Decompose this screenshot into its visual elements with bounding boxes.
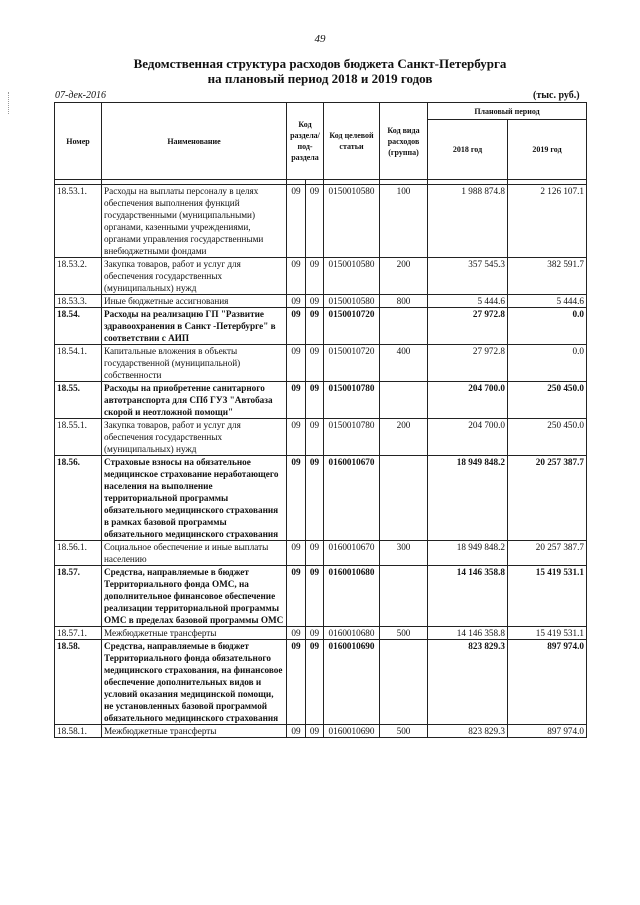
row-name: Страховые взносы на обязательное медицинское страхование неработающего населения на выполнение территориальной программы обязательного медицинского страхования в рамках базовой программы обязательного медицинского страхования	[102, 456, 287, 541]
expense-type-code	[380, 640, 428, 725]
target-code: 0160010690	[324, 640, 380, 725]
row-name: Средства, направляемые в бюджет Территориального фонда ОМС, на дополнительное финансовое обеспечение реализации территориальной программы ОМС в пределах базовой программы ОМС	[102, 566, 287, 627]
row-name: Социальное обеспечение и иные выплаты населению	[102, 541, 287, 566]
table-row	[55, 185, 587, 258]
row-name: Межбюджетные трансферты	[102, 627, 287, 640]
table-row	[55, 345, 587, 382]
subsection-code: 09	[306, 419, 324, 456]
expense-type-code: 300	[380, 541, 428, 566]
expense-type-code: 200	[380, 258, 428, 295]
header-plan-period: Плановый период	[428, 103, 587, 120]
subsection-code: 09	[306, 295, 324, 308]
row-number: 18.53.1.	[55, 185, 102, 258]
units-label: (тыс. руб.)	[533, 90, 580, 101]
amount-2018: 1 988 874.8	[428, 185, 508, 258]
amount-2018: 5 444.6	[428, 295, 508, 308]
table-row	[55, 456, 587, 541]
section-code: 09	[287, 627, 306, 640]
row-number: 18.58.	[55, 640, 102, 725]
section-code: 09	[287, 345, 306, 382]
expense-type-code: 500	[380, 725, 428, 738]
amount-2019: 250 450.0	[508, 419, 587, 456]
subsection-code: 09	[306, 345, 324, 382]
page-number: 49	[314, 33, 326, 45]
row-name: Иные бюджетные ассигнования	[102, 295, 287, 308]
header-target-code: Код целевой статьи	[324, 103, 380, 180]
subsection-code: 09	[306, 382, 324, 419]
section-code: 09	[287, 566, 306, 627]
row-number: 18.53.2.	[55, 258, 102, 295]
header-section-code: Код раздела/ под- раздела	[287, 103, 324, 180]
expense-type-code: 100	[380, 185, 428, 258]
amount-2018: 18 949 848.2	[428, 456, 508, 541]
subsection-code: 09	[306, 566, 324, 627]
amount-2018: 823 829.3	[428, 640, 508, 725]
row-name: Закупка товаров, работ и услуг для обеспечения государственных (муниципальных) нужд	[102, 258, 287, 295]
table-row	[55, 725, 587, 738]
table-row	[55, 295, 587, 308]
section-code: 09	[287, 541, 306, 566]
amount-2019: 5 444.6	[508, 295, 587, 308]
row-number: 18.53.3.	[55, 295, 102, 308]
amount-2018: 823 829.3	[428, 725, 508, 738]
target-code: 0150010580	[324, 258, 380, 295]
margin-marks	[8, 92, 10, 114]
expense-type-code	[380, 566, 428, 627]
section-code: 09	[287, 185, 306, 258]
header-year-2018: 2018 год	[428, 120, 508, 180]
document-date: 07-дек-2016	[55, 90, 106, 101]
amount-2018: 204 700.0	[428, 382, 508, 419]
row-number: 18.55.	[55, 382, 102, 419]
amount-2019: 15 419 531.1	[508, 627, 587, 640]
table-row	[55, 382, 587, 419]
target-code: 0160010670	[324, 456, 380, 541]
row-number: 18.58.1.	[55, 725, 102, 738]
expense-type-code	[380, 456, 428, 541]
subsection-code: 09	[306, 640, 324, 725]
target-code: 0150010720	[324, 308, 380, 345]
section-code: 09	[287, 456, 306, 541]
target-code: 0150010720	[324, 345, 380, 382]
amount-2019: 897 974.0	[508, 640, 587, 725]
section-code: 09	[287, 725, 306, 738]
row-name: Расходы на реализацию ГП "Развитие здравоохранения в Санкт -Петербурге" в соответствии с АИП	[102, 308, 287, 345]
target-code: 0150010580	[324, 185, 380, 258]
header-expense-type-code: Код вида расходов (группа)	[380, 103, 428, 180]
table-row	[55, 419, 587, 456]
subsection-code: 09	[306, 456, 324, 541]
section-code: 09	[287, 258, 306, 295]
table-row	[55, 541, 587, 566]
row-name: Расходы на выплаты персоналу в целях обеспечения выполнения функций государственными (муниципальными) органами, казенными учреждениями, органами управления государственными внебюджетными фондами	[102, 185, 287, 258]
row-number: 18.56.1.	[55, 541, 102, 566]
row-name: Закупка товаров, работ и услуг для обеспечения государственных (муниципальных) нужд	[102, 419, 287, 456]
expense-type-code: 400	[380, 345, 428, 382]
subsection-code: 09	[306, 185, 324, 258]
amount-2019: 897 974.0	[508, 725, 587, 738]
section-code: 09	[287, 308, 306, 345]
row-name: Расходы на приобретение санитарного автотранспорта для СПб ГУЗ "Автобаза скорой и неотложной помощи"	[102, 382, 287, 419]
amount-2019: 15 419 531.1	[508, 566, 587, 627]
section-code: 09	[287, 419, 306, 456]
row-name: Межбюджетные трансферты	[102, 725, 287, 738]
header-number: Номер	[55, 103, 102, 180]
row-number: 18.57.1.	[55, 627, 102, 640]
target-code: 0160010680	[324, 566, 380, 627]
row-number: 18.55.1.	[55, 419, 102, 456]
table-row	[55, 566, 587, 627]
amount-2019: 20 257 387.7	[508, 541, 587, 566]
amount-2018: 27 972.8	[428, 308, 508, 345]
target-code: 0150010780	[324, 382, 380, 419]
header-name: Наименование	[102, 103, 287, 180]
expense-type-code	[380, 382, 428, 419]
subsection-code: 09	[306, 627, 324, 640]
row-name: Средства, направляемые в бюджет Территориального фонда обязательного медицинского страхования, на финансовое обеспечение дополнительных видов и условий оказания медицинской помощи, не установленных базовой программой обязательного медицинского страхования	[102, 640, 287, 725]
section-code: 09	[287, 295, 306, 308]
budget-table	[54, 102, 587, 738]
amount-2018: 14 146 358.8	[428, 627, 508, 640]
subsection-code: 09	[306, 308, 324, 345]
expense-type-code: 200	[380, 419, 428, 456]
row-number: 18.56.	[55, 456, 102, 541]
amount-2019: 0.0	[508, 308, 587, 345]
header-year-2019: 2019 год	[508, 120, 587, 180]
amount-2019: 20 257 387.7	[508, 456, 587, 541]
row-number: 18.54.	[55, 308, 102, 345]
target-code: 0160010680	[324, 627, 380, 640]
amount-2018: 18 949 848.2	[428, 541, 508, 566]
table-header	[55, 103, 587, 185]
table-row	[55, 308, 587, 345]
amount-2019: 382 591.7	[508, 258, 587, 295]
expense-type-code	[380, 308, 428, 345]
title-line-2: на плановый период 2018 и 2019 годов	[207, 71, 433, 86]
amount-2018: 14 146 358.8	[428, 566, 508, 627]
document-title	[0, 56, 640, 86]
amount-2018: 27 972.8	[428, 345, 508, 382]
row-name: Капитальные вложения в объекты государственной (муниципальной) собственности	[102, 345, 287, 382]
row-number: 18.54.1.	[55, 345, 102, 382]
expense-type-code: 500	[380, 627, 428, 640]
amount-2019: 250 450.0	[508, 382, 587, 419]
subsection-code: 09	[306, 258, 324, 295]
target-code: 0160010690	[324, 725, 380, 738]
title-line-1: Ведомственная структура расходов бюджета Санкт-Петербурга	[133, 56, 507, 71]
target-code: 0150010580	[324, 295, 380, 308]
amount-2019: 0.0	[508, 345, 587, 382]
amount-2019: 2 126 107.1	[508, 185, 587, 258]
table-body	[55, 185, 587, 738]
amount-2018: 357 545.3	[428, 258, 508, 295]
target-code: 0160010670	[324, 541, 380, 566]
row-number: 18.57.	[55, 566, 102, 627]
table-row	[55, 640, 587, 725]
table-row	[55, 627, 587, 640]
subsection-code: 09	[306, 541, 324, 566]
subsection-code: 09	[306, 725, 324, 738]
section-code: 09	[287, 640, 306, 725]
target-code: 0150010780	[324, 419, 380, 456]
expense-type-code: 800	[380, 295, 428, 308]
table-row	[55, 258, 587, 295]
amount-2018: 204 700.0	[428, 419, 508, 456]
section-code: 09	[287, 382, 306, 419]
